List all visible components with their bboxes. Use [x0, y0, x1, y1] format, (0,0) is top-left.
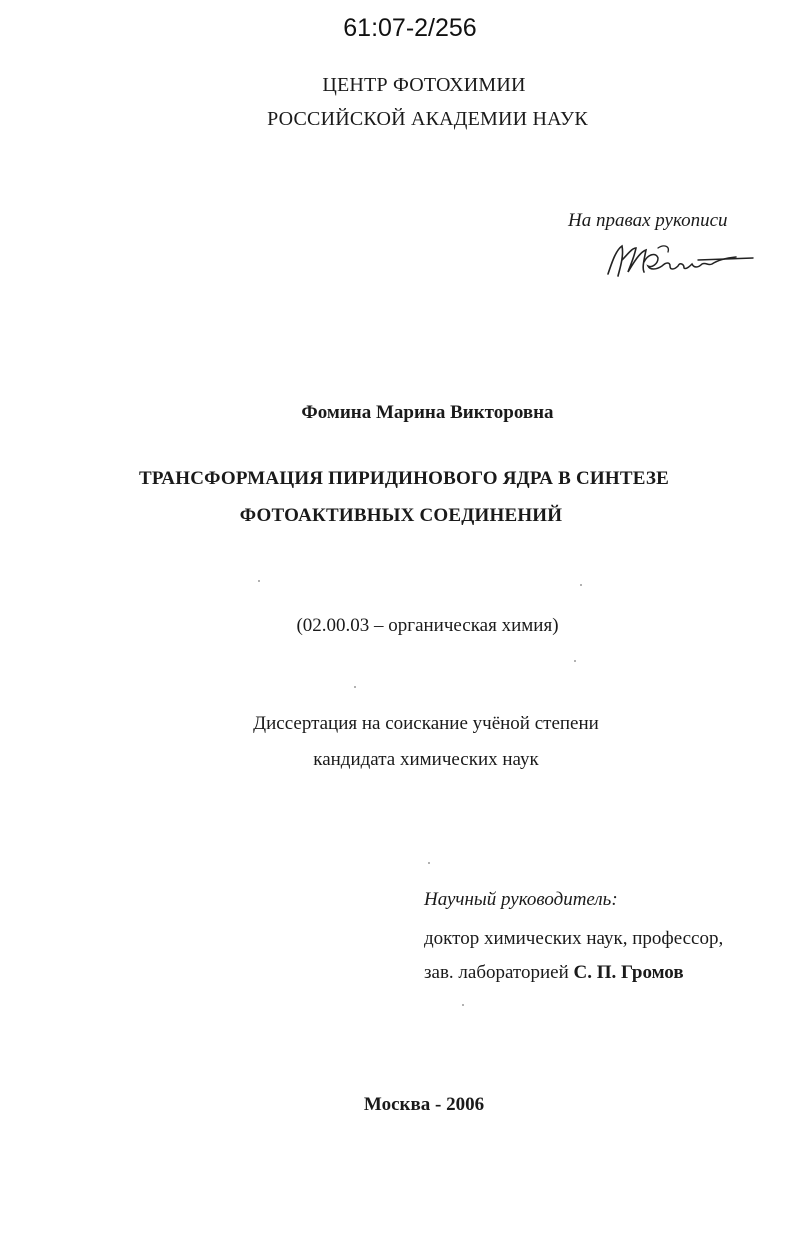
scan-speck [258, 580, 260, 582]
title-line-2: ФОТОАКТИВНЫХ СОЕДИНЕНИЙ [239, 505, 563, 526]
specialty-code: (02.00.03 – органическая химия) [296, 615, 559, 636]
author-name: Фомина Марина Викторовна [301, 402, 554, 423]
scan-speck [354, 686, 356, 688]
degree-line-1: Диссертация на соискание учёной степени [253, 713, 599, 734]
organization-line-1: ЦЕНТР ФОТОХИМИИ [322, 74, 526, 96]
scan-speck [580, 584, 582, 586]
city-year: Москва - 2006 [363, 1094, 485, 1115]
scan-speck [574, 660, 576, 662]
degree-line-2: кандидата химических наук [313, 749, 539, 770]
scan-speck [428, 862, 430, 864]
signature-mark [598, 236, 760, 286]
supervisor-position-prefix: зав. лабораторией [424, 962, 574, 983]
catalog-number: 61:07-2/256 [343, 14, 477, 42]
supervisor-position [424, 962, 684, 984]
supervisor-degree: доктор химических наук, профессор, [424, 928, 724, 949]
organization-line-2: РОССИЙСКОЙ АКАДЕМИИ НАУК [267, 108, 588, 130]
supervisor-label: Научный руководитель: [424, 889, 618, 910]
scan-speck [462, 1004, 464, 1006]
title-line-1: ТРАНСФОРМАЦИЯ ПИРИДИНОВОГО ЯДРА В СИНТЕЗЕ [139, 468, 669, 489]
supervisor-name: С. П. Громов [573, 962, 684, 983]
manuscript-rights-note: На правах рукописи [568, 210, 728, 231]
